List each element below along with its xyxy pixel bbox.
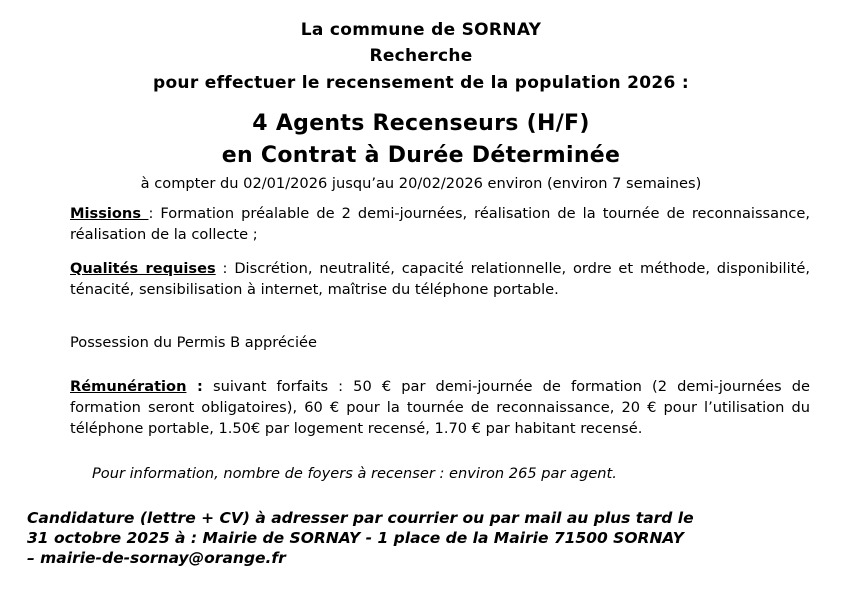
info-note: Pour information, nombre de foyers à recenser : environ 265 par agent.	[92, 465, 617, 482]
remuneration-section	[70, 376, 810, 439]
remuneration-text: suivant forfaits : 50 € par demi-journée de formation (2 demi-journées de formation seront obligatoires), 60 € pour la tournée de reconnaissance, 20 € pour l’utilisation du téléphone portable, 1.50€ par logement recensé, 1.70 € par habitant recensé.	[70, 378, 810, 437]
header-recherche: Recherche	[369, 46, 473, 66]
qualites-section	[70, 258, 810, 300]
permis-requirement: Possession du Permis B appréciée	[70, 334, 317, 351]
missions-section	[70, 203, 810, 245]
candidature-line-1: Candidature (lettre + CV) à adresser par courrier ou par mail au plus tard le	[27, 509, 694, 527]
remuneration-label: Rémunération	[70, 378, 187, 395]
missions-text: : Formation préalable de 2 demi-journées, réalisation de la tournée de reconnaissance, réalisation de la collecte ;	[70, 205, 810, 243]
header-purpose: pour effectuer le recensement de la population 2026 :	[152, 73, 690, 93]
candidature-line-2: 31 octobre 2025 à : Mairie de SORNAY - 1 place de la Mairie 71500 SORNAY	[27, 529, 684, 547]
missions-label: Missions	[70, 205, 149, 222]
qualites-text: : Discrétion, neutralité, capacité relationnelle, ordre et méthode, disponibilité, ténacité, sensibilisation à internet, maîtrise du téléphone portable.	[70, 260, 810, 298]
job-title: 4 Agents Recenseurs (H/F)	[252, 111, 590, 136]
header-commune: La commune de SORNAY	[300, 20, 542, 40]
contract-period: à compter du 02/01/2026 jusqu’au 20/02/2026 environ (environ 7 semaines)	[140, 175, 702, 192]
candidature-email: – mairie-de-sornay@orange.fr	[27, 549, 286, 567]
qualites-label: Qualités requises	[70, 260, 216, 277]
contract-type: en Contrat à Durée Déterminée	[221, 143, 621, 168]
remuneration-colon: :	[186, 378, 203, 395]
